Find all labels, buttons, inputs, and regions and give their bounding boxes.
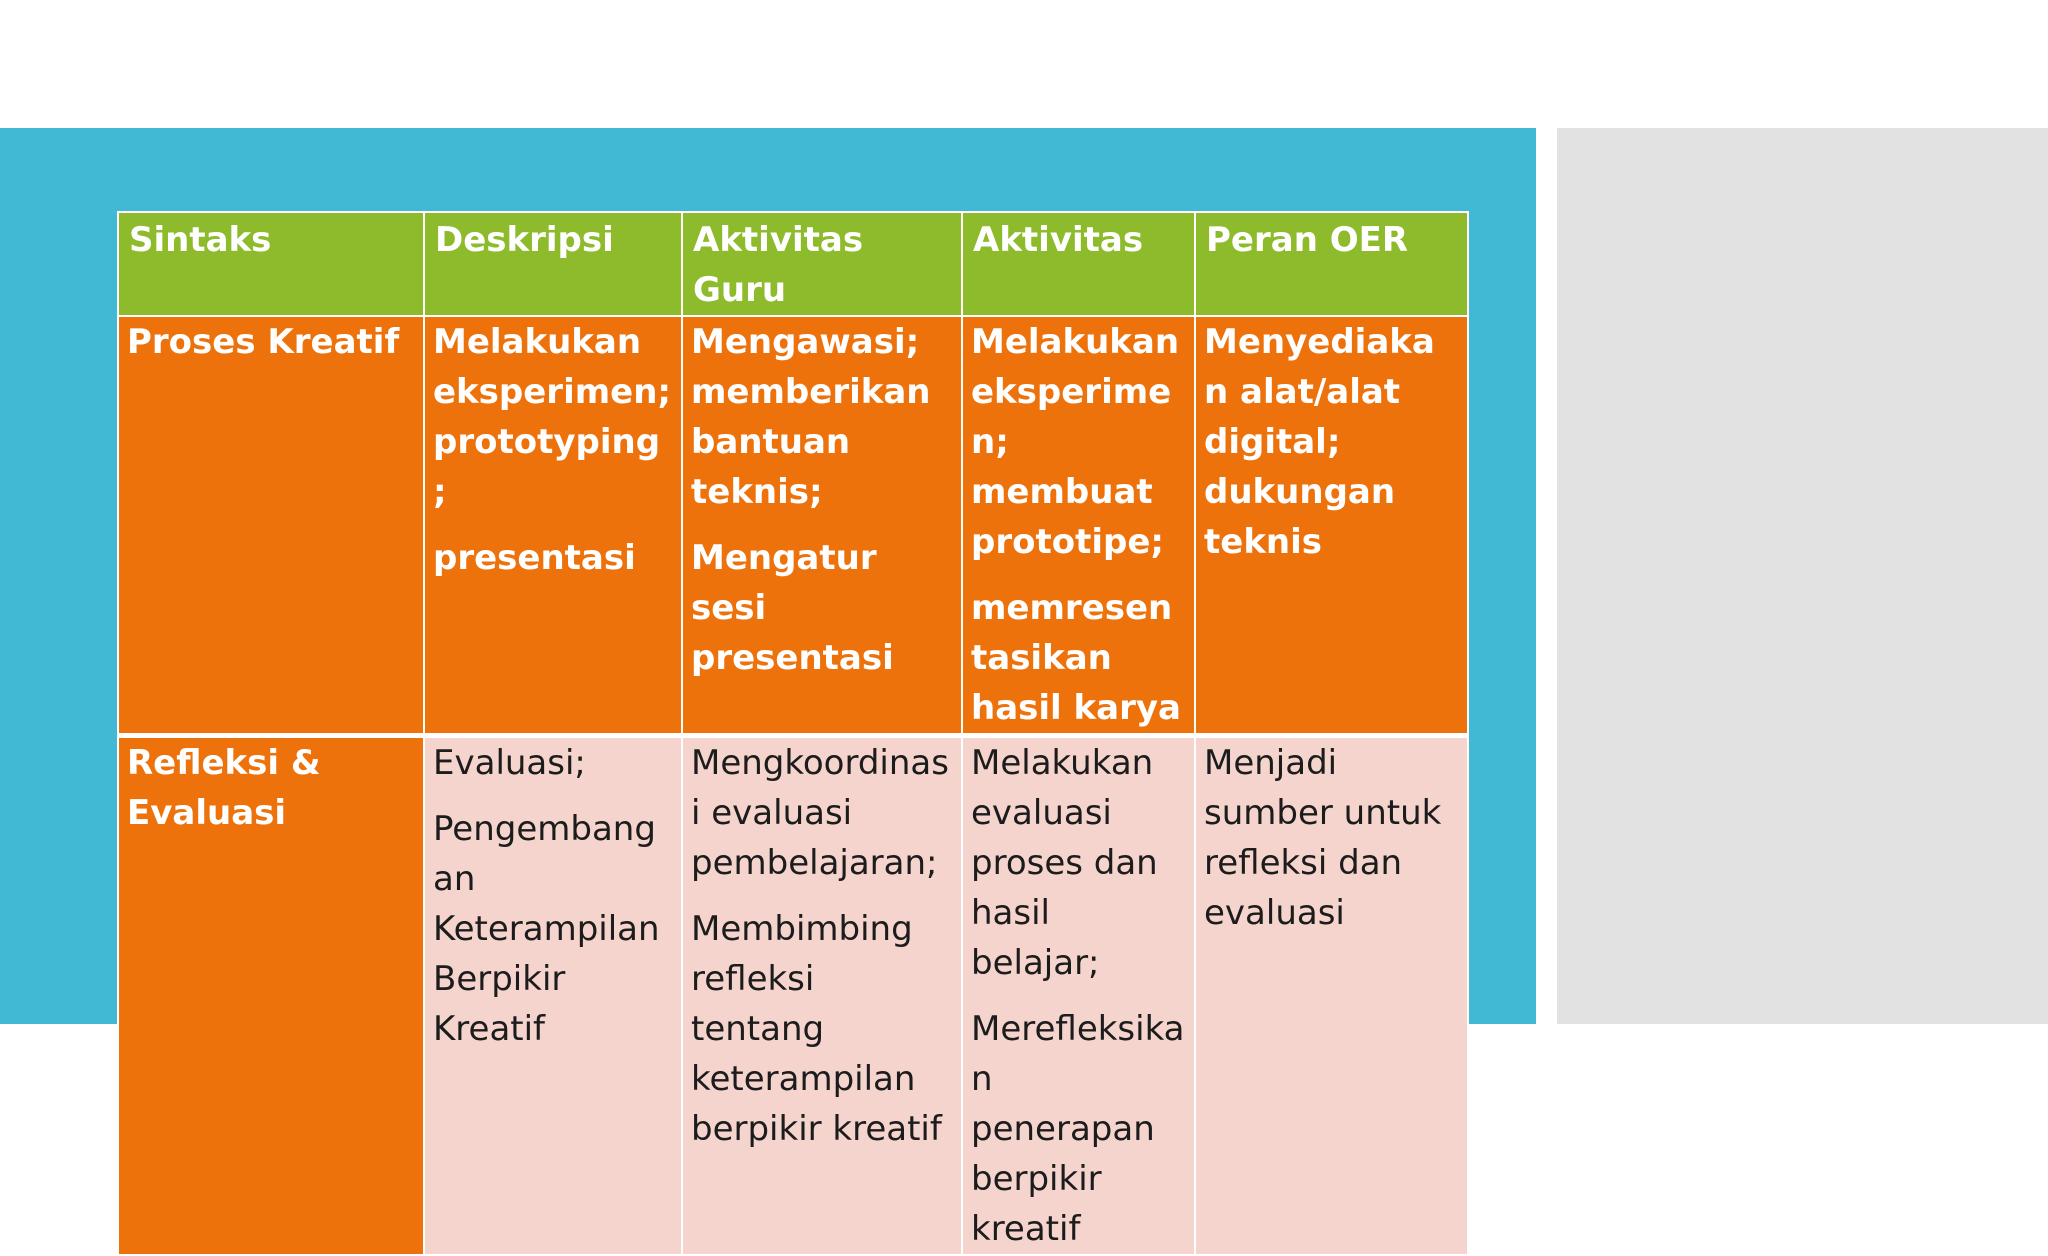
cell-text: Melakukan eksperimen; prototyping; — [433, 322, 672, 512]
background-gray-panel — [1557, 128, 2048, 1024]
cell-text: Pengembangan Keterampilan Berpikir Kreatif — [433, 809, 660, 1049]
cell-aktivitas — [962, 736, 1195, 1256]
header-aktivitas-guru: Aktivitas Guru — [682, 212, 962, 316]
cell-aktivitas-guru — [682, 316, 962, 736]
header-peran-oer: Peran OER — [1195, 212, 1468, 316]
cell-text: Membimbing refleksi tentang keterampilan berpikir kreatif — [691, 909, 942, 1149]
cell-text: presentasi — [433, 538, 636, 578]
cell-peran-oer — [1195, 316, 1468, 736]
cell-text: Evaluasi; — [433, 743, 586, 783]
cell-peran-oer — [1195, 736, 1468, 1256]
cell-text: Merefleksikan penerapan berpikir kreatif — [971, 1009, 1185, 1249]
cell-sintaks — [118, 736, 424, 1256]
cell-text: Mengkoordinasi evaluasi pembelajaran; — [691, 743, 949, 883]
table-header-row — [118, 212, 1468, 316]
cell-sintaks — [118, 316, 424, 736]
cell-aktivitas-guru — [682, 736, 962, 1256]
cell-text: Mengawasi; memberikan bantuan teknis; — [691, 322, 931, 512]
sintaks-table — [117, 211, 1469, 1256]
cell-text: Menjadi sumber untuk refleksi dan evaluasi — [1204, 743, 1442, 933]
cell-text: memresentasikan hasil karya — [971, 588, 1181, 728]
header-deskripsi: Deskripsi — [424, 212, 682, 316]
cell-text: Mengatur sesi presentasi — [691, 538, 894, 678]
cell-text: Melakukan evaluasi proses dan hasil belajar; — [971, 743, 1158, 983]
cell-deskripsi — [424, 316, 682, 736]
cell-text: Proses Kreatif — [127, 322, 400, 362]
header-sintaks: Sintaks — [118, 212, 424, 316]
table-row-proses-kreatif — [118, 316, 1468, 736]
cell-deskripsi — [424, 736, 682, 1256]
cell-text: Refleksi & Evaluasi — [127, 743, 321, 833]
cell-text: Menyediakan alat/alat digital; dukungan teknis — [1204, 322, 1435, 562]
cell-aktivitas — [962, 316, 1195, 736]
cell-text: Melakukan eksperimen; membuat prototipe; — [971, 322, 1180, 562]
table-row-refleksi-evaluasi — [118, 736, 1468, 1256]
header-aktivitas: Aktivitas — [962, 212, 1195, 316]
